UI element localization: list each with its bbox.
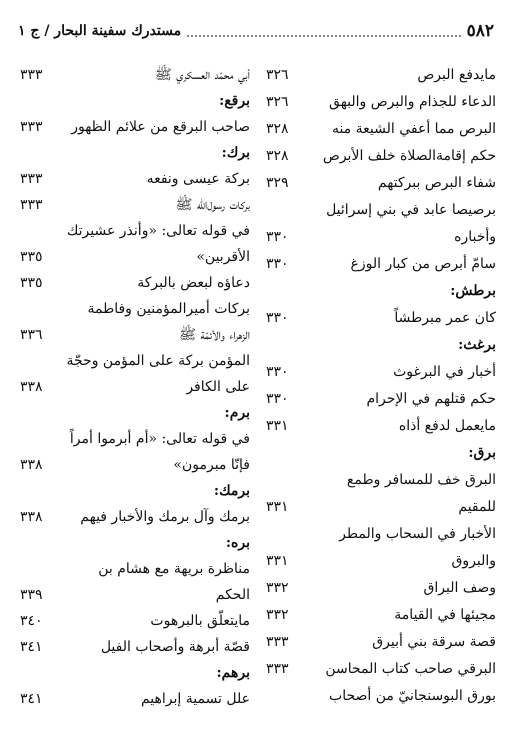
entry-text: وصف البراق [423,580,496,596]
entry-text: قصة سرقة بني أبيرق [372,634,496,650]
index-entry [264,656,496,683]
entry-page-number: ٣٣٨ [20,457,43,473]
index-entry [18,556,250,582]
heading-text: برق: [468,445,496,461]
index-heading [264,440,496,467]
entry-text: وأخباره [454,229,496,245]
heading-text: برم: [224,405,250,421]
index-heading [264,332,496,359]
entry-text: الأخبار في السحاب والمطر [339,526,496,542]
entry-page-number: ٣٣٣ [20,67,43,83]
entry-text: أخبار في البرغوث [393,364,496,380]
entry-page-number: ٣٣٢ [266,580,289,596]
entry-text: صاحب البرقع من علائم الظهور [71,119,250,135]
entry-page-number: ٣٣٣ [266,661,289,677]
entry-page-number: ٣٣٩ [20,587,43,603]
index-entry [264,89,496,116]
page-header [18,20,494,42]
entry-text: أبي محمّد العسكري ﷺ [154,67,250,83]
entry-text: بركات أميرالمؤمنين وفاطمة [87,301,250,317]
index-entry [264,494,496,521]
entry-text: الحكم [215,587,250,603]
entry-text: مايعمل لدفع أذاه [398,418,496,434]
entry-page-number: ٣٢٦ [266,67,289,83]
page-number: ٥٨٢ [466,21,494,41]
entry-page-number: ٣٢٦ [266,94,289,110]
entry-text: مناظرة بريهة مع هشام بن [98,561,250,577]
index-entry [264,224,496,251]
index-entry [264,170,496,197]
entry-text: قصّة أبرهة وأصحاب الفيل [100,639,250,655]
index-column-right [264,62,496,710]
index-heading [18,660,250,686]
index-entry [18,582,250,608]
entry-page-number: ٣٣٣ [266,634,289,650]
entry-page-number: ٣٣١ [266,499,289,515]
index-heading [18,88,250,114]
index-entry [264,386,496,413]
entry-text: مايتعلّق بالبرهوت [150,613,250,629]
index-entry [18,62,250,88]
index-entry [264,305,496,332]
entry-page-number: ٣٣٣ [20,119,43,135]
entry-page-number: ٣٣٥ [20,275,43,291]
entry-page-number: ٣٣٠ [266,364,289,380]
entry-text: برمك وآل برمك والأخبار فيهم [80,509,250,525]
index-column-left [18,62,250,712]
index-entry [264,359,496,386]
heading-text: بره: [225,535,250,551]
index-entry [18,686,250,712]
entry-text: الأقربين» [196,249,250,265]
index-entry [264,251,496,278]
index-entry [18,296,250,322]
heading-text: برغث: [458,337,496,353]
entry-text: والبروق [451,553,496,569]
entry-text: الدعاء للجذام والبرص والبهق [329,94,496,110]
entry-text: شفاء البرص ببركتهم [377,175,496,191]
index-entry [264,143,496,170]
index-entry [18,270,250,296]
entry-page-number: ٣٣٠ [266,310,289,326]
index-entry [264,467,496,494]
entry-page-number: ٣٣٦ [20,327,43,343]
entry-text: البرق خف للمسافر وطمع [346,472,496,488]
index-entry [264,602,496,629]
index-entry [18,374,250,400]
entry-page-number: ٣٣٠ [266,391,289,407]
index-heading [18,530,250,556]
index-heading [18,478,250,504]
index-entry [264,116,496,143]
entry-page-number: ٣٣٨ [20,379,43,395]
entry-page-number: ٣٣٣ [20,197,43,213]
entry-page-number: ٣٣٥ [20,249,43,265]
heading-text: برك: [221,145,250,161]
entry-text: سامّ أبرص من كبار الوزغ [350,256,496,272]
index-entry [18,348,250,374]
entry-text: فإنّا مبرمون» [173,457,250,473]
entry-text: مايدفع البرص [417,67,496,83]
entry-text: البرص مما أعفي الشيعة منه [331,121,496,137]
index-heading [18,400,250,426]
entry-text: على الكافر [186,379,250,395]
heading-text: برهم: [216,665,250,681]
index-entry [18,114,250,140]
entry-page-number: ٣٢٨ [266,121,289,137]
index-entry [264,62,496,89]
entry-text: علل تسمية إبراهيم [140,691,250,707]
index-entry [18,244,250,270]
entry-text: الزهراء والأئمّة ﷺ [179,327,250,343]
index-entry [264,413,496,440]
entry-page-number: ٣٤١ [20,691,43,707]
entry-page-number: ٣٣١ [266,418,289,434]
entry-text: البرقي صاحب كتاب المحاسن [325,661,496,677]
entry-text: المؤمن بركة على المؤمن وحجّة [66,353,250,369]
index-entry [264,548,496,575]
entry-text: بركة عيسى ونفعه [146,171,250,187]
index-heading [18,140,250,166]
index-entry [18,634,250,660]
heading-text: برقع: [219,93,250,109]
index-entry [18,166,250,192]
entry-text: دعاؤه لبعض بالبركة [137,275,250,291]
entry-text: حكم إقامةالصلاة خلف الأبرص [322,148,496,164]
index-entry [264,197,496,224]
entry-page-number: ٣٣٠ [266,229,289,245]
entry-page-number: ٣٤١ [20,639,43,655]
entry-page-number: ٣٣٨ [20,509,43,525]
entry-page-number: ٣٣١ [266,553,289,569]
entry-text: في قوله تعالى: «أم أبرموا أمراً [69,431,250,447]
entry-text: مجيئها في القيامة [394,607,496,623]
entry-text: للمقيم [458,499,496,515]
heading-text: برمك: [213,483,250,499]
entry-text: بركات رسول‌الله ﷺ [175,197,250,213]
index-entry [18,608,250,634]
entry-page-number: ٣٤٠ [20,613,43,629]
entry-page-number: ٣٣٠ [266,256,289,272]
index-entry [264,521,496,548]
book-title: مستدرك سفينة البحار / ج ١ [18,23,182,39]
index-entry [18,218,250,244]
index-entry [18,426,250,452]
index-entry [264,683,496,710]
entry-text: حكم قتلهم في الإحرام [366,391,496,407]
index-entry [264,629,496,656]
index-entry [18,504,250,530]
entry-page-number: ٣٣٣ [20,171,43,187]
entry-page-number: ٣٢٨ [266,148,289,164]
header-dotted-leader [187,34,460,37]
index-entry [18,452,250,478]
entry-page-number: ٣٢٩ [266,175,289,191]
index-entry [18,192,250,218]
entry-page-number: ٣٣٢ [266,607,289,623]
entry-text: بورق البوسنجانيّ من أصحاب [329,688,496,704]
entry-text: في قوله تعالى: «وأنذر عشيرتك [66,223,250,239]
index-entry [264,575,496,602]
index-entry [18,322,250,348]
index-heading [264,278,496,305]
entry-text: برصيصا عابد في بني إسرائيل [326,202,496,218]
entry-text: كان عمر مبرطشاً [394,310,496,326]
heading-text: برطش: [450,283,496,299]
